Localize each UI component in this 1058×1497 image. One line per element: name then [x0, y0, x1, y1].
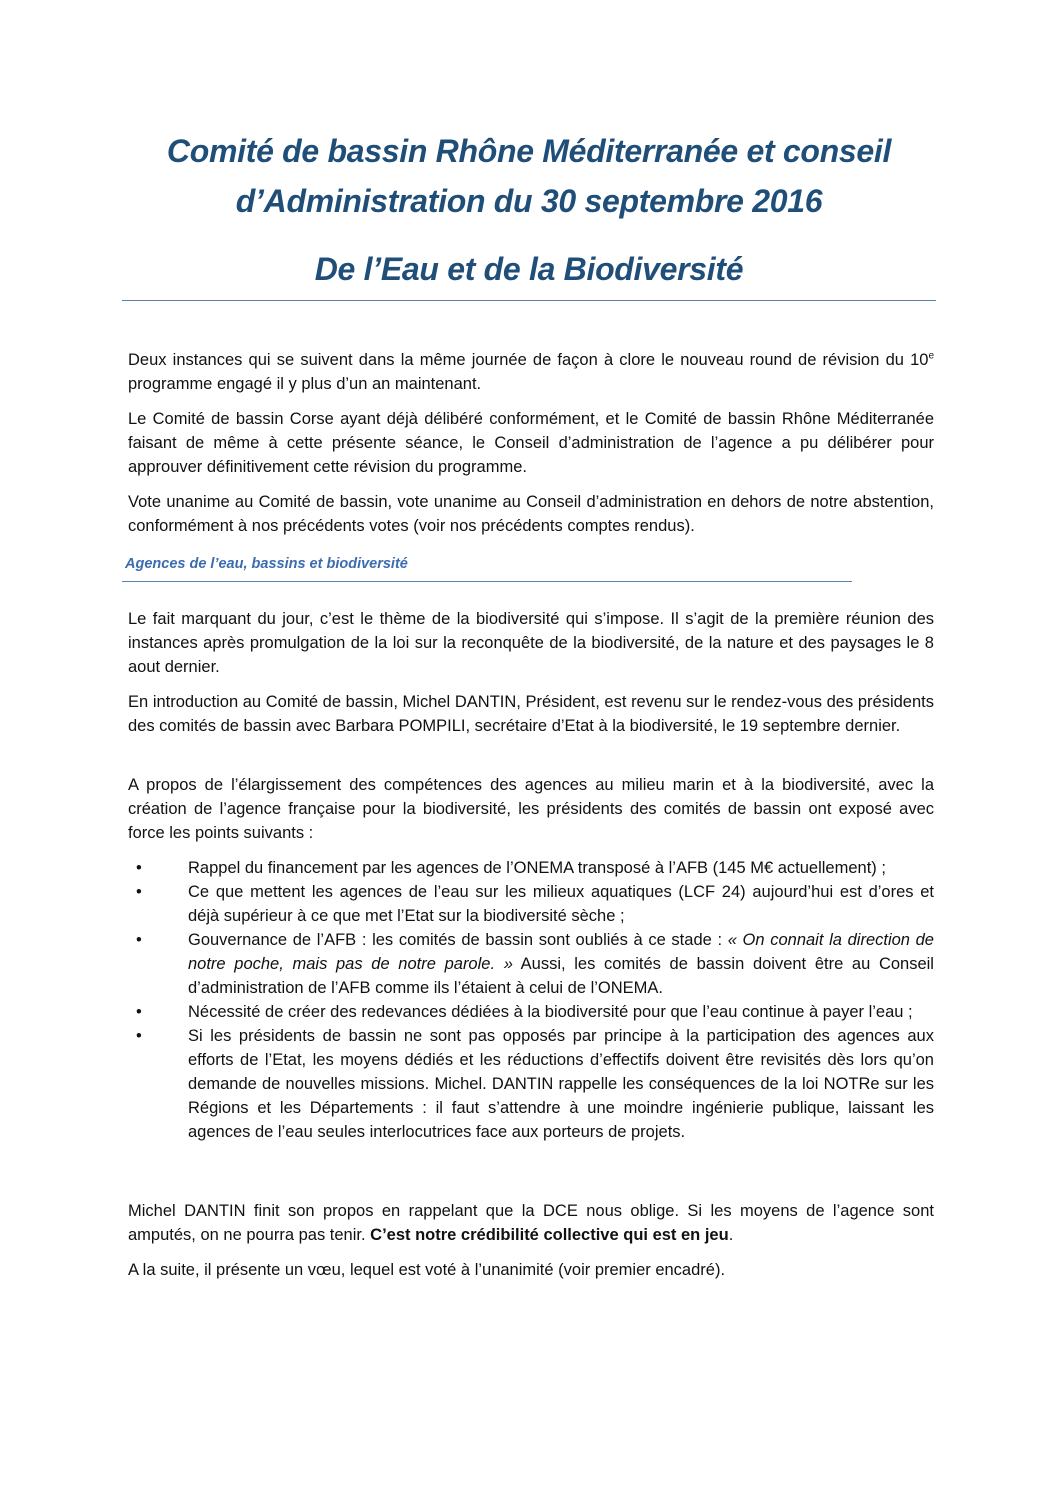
title-line-2: d’Administration du 30 septembre 2016 [235, 183, 823, 219]
section-divider [122, 581, 852, 582]
list-item: • Rappel du financement par les agences de l’ONEMA transposé à l’AFB (145 M€ actuellement) ; [128, 856, 934, 880]
bullet-list [128, 856, 934, 1144]
bullet-marker: • [136, 1003, 142, 1021]
section-paragraph-1: Le fait marquant du jour, c’est le thème de la biodiversité qui s’impose. Il s’agit de la première réunion des instances après promulgation de la loi sur la reconquête de la biodiversité, de la nature et des paysages le 8 aout dernier. [128, 610, 934, 676]
bullet-marker: • [136, 883, 142, 901]
list-item: • Ce que mettent les agences de l’eau sur les milieux aquatiques (LCF 24) aujourd’hui est d’ores et déjà supérieur à ce que met l’Etat sur la biodiversité sèche ; [128, 880, 934, 928]
title-divider [122, 300, 936, 301]
section-paragraph-2: En introduction au Comité de bassin, Michel DANTIN, Président, est revenu sur le rendez-vous des présidents des comités de bassin avec Barbara POMPILI, secrétaire d’Etat à la biodiversité, le 19 septembre dernier. [128, 693, 934, 735]
intro-paragraph-1: Deux instances qui se suivent dans la même journée de façon à clore le nouveau round de révision du 10e programme engagé il y plus d’un an maintenant. [128, 350, 934, 393]
title-line-1: Comité de bassin Rhône Méditerranée et conseil [166, 133, 892, 169]
document-title [122, 126, 936, 294]
section-heading: Agences de l’eau, bassins et biodiversité [125, 556, 408, 572]
intro-paragraph-2: Le Comité de bassin Corse ayant déjà délibéré conformément, et le Comité de bassin Rhône Méditerranée faisant de même à cette présente séance, le Conseil d’administration de l’agence a pu délibérer pour approuver définitivement cette révision du programme. [128, 410, 934, 476]
ordinal-superscript: e [928, 350, 934, 362]
list-item: • Nécessité de créer des redevances dédiées à la biodiversité pour que l’eau continue à payer l’eau ; [128, 1000, 934, 1024]
quote: « On connait la direction de notre poche, mais pas de notre parole. » [188, 931, 934, 973]
section-paragraph-5: A la suite, il présente un vœu, lequel est voté à l’unanimité (voir premier encadré). [128, 1261, 726, 1279]
section-paragraph-3: A propos de l’élargissement des compétences des agences au milieu marin et à la biodiversité, avec la création de l’agence française pour la biodiversité, les présidents des comités de bassin ont exposé avec force les points suivants : [128, 776, 934, 842]
list-item: • Si les présidents de bassin ne sont pas opposés par principe à la participation des agences aux efforts de l’Etat, les moyens dédiés et les réductions d’effectifs doivent être revisités dès lors qu’on demande de nouvelles missions. Michel. DANTIN rappelle les conséquences de la loi NOTRe sur les Régions et les Départements : il faut s’attendre à une moindre ingénierie publique, laissant les agences de l’eau seules interlocutrices face aux porteurs de projets. [128, 1024, 934, 1144]
list-item: • Gouvernance de l’AFB : les comités de bassin sont oubliés à ce stade : « On connait la direction de notre poche, mais pas de notre parole. » Aussi, les comités de bassin doivent être au Conseil d’administration de l’AFB comme ils l’étaient à celui de l’ONEMA. [128, 928, 934, 1000]
document-subtitle: De l’Eau et de la Biodiversité [314, 251, 744, 287]
bullet-marker: • [136, 1027, 142, 1045]
bullet-marker: • [136, 931, 142, 949]
bullet-marker: • [136, 859, 142, 877]
intro-paragraph-3: Vote unanime au Comité de bassin, vote unanime au Conseil d’administration en dehors de notre abstention, conformément à nos précédents votes (voir nos précédents comptes rendus). [128, 493, 934, 535]
emphasis-text: C’est notre crédibilité collective qui est en jeu [370, 1226, 729, 1244]
section-paragraph-4: Michel DANTIN finit son propos en rappelant que la DCE nous oblige. Si les moyens de l’agence sont amputés, on ne pourra pas tenir. C’est notre crédibilité collective qui est en jeu. [128, 1202, 934, 1244]
